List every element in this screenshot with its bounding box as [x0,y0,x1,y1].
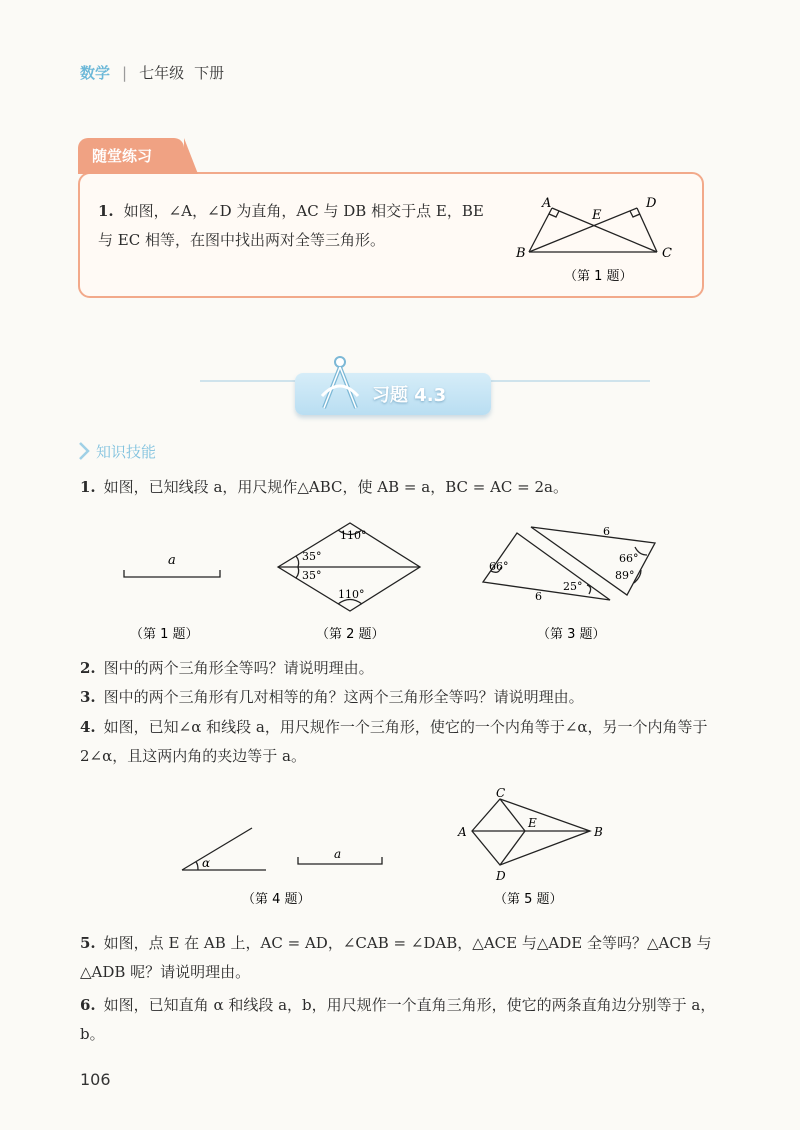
fig4-segment-label: a [334,847,342,861]
header-separator: | [122,63,128,82]
problem-1-text: 如图，已知线段 a，用尺规作△ABC，使 AB = a，BC = AC = 2a。 [103,478,568,496]
fig2-angle-top: 110° [340,529,367,542]
problem-2-number: 2. [80,659,96,677]
fig5-label-e: E [528,816,537,830]
fig1-segment-label: a [168,553,176,568]
fig5-label-c: C [496,786,506,800]
fig3-side-top: 6 [603,525,610,538]
section-heading: 知识技能 [96,443,157,461]
fig4-caption: （第 4 题） [242,892,311,907]
fig5-label-a: A [458,825,467,839]
fig-label-d: D [646,196,657,211]
exercise-title: 习题 4.3 [372,385,447,406]
fig5-caption: （第 5 题） [494,892,563,907]
fig2-caption: （第 2 题） [316,627,385,642]
problem-3 [80,683,720,712]
fig2-angle-bottom: 110° [338,588,365,601]
practice-figure-caption: （第 1 题） [564,269,633,284]
problem-3-text: 图中的两个三角形有几对相等的角？这两个三角形全等吗？请说明理由。 [103,688,584,706]
figure-5 [450,785,620,915]
fig2-angle-upper-left: 35° [302,550,322,563]
fig3-angle-bottom: 25° [563,580,583,593]
problem-4 [80,713,720,771]
practice-problem [98,197,498,255]
page-number: 106 [80,1070,111,1089]
problem-5-number: 5. [80,934,96,952]
fig-label-e: E [592,208,602,223]
problem-6-text: 如图，已知直角 α 和线段 a，b，用尺规作一个直角三角形，使它的两条直角边分别等于 a，b。 [80,996,716,1043]
subject-label: 数学 [80,64,111,82]
volume-label: 下册 [194,64,225,82]
fig1-caption: （第 1 题） [130,627,199,642]
fig2-angle-lower-left: 35° [302,569,322,582]
fig3-side-bottom: 6 [535,590,542,603]
chevron-right-icon [76,440,96,462]
fig-label-b: B [516,246,526,261]
practice-figure [512,190,692,290]
fig3-angle-right-lower: 89° [615,569,635,582]
problem-5-text: 如图，点 E 在 AB 上，AC = AD，∠CAB = ∠DAB，△ACE 与△ADE 全等吗？△ACB 与△ADB 呢？请说明理由。 [80,934,712,981]
fig5-label-b: B [594,825,603,839]
problem-1-number: 1. [80,478,96,496]
figure-4 [170,820,400,915]
fig3-angle-left: 66° [489,560,509,573]
problem-6 [80,991,720,1049]
problem-1 [80,473,720,502]
practice-problem-number: 1. [98,202,114,220]
practice-problem-text: 如图，∠A，∠D 为直角，AC 与 DB 相交于点 E，BE 与 EC 相等，在图中找出两对全等三角形。 [98,202,484,249]
running-header [80,62,224,83]
banner-rule-left [200,380,300,382]
figure-3 [475,515,675,650]
problem-4-number: 4. [80,718,96,736]
problem-6-number: 6. [80,996,96,1014]
fig5-label-d: D [496,869,506,883]
banner-rule-right [490,380,650,382]
figure-2 [270,515,470,650]
problem-4-text: 如图，已知∠α 和线段 a，用尺规作一个三角形，使它的一个内角等于∠α，另一个内角等于 2∠α，且这两内角的夹边等于 a。 [80,718,708,765]
practice-tab: 随堂练习 [78,138,184,174]
fig-label-c: C [662,246,672,261]
problem-3-number: 3. [80,688,96,706]
figure-1 [100,520,240,650]
problem-2 [80,654,720,683]
fig4-angle-label: α [202,856,211,870]
fig-label-a: A [542,196,552,211]
fig3-caption: （第 3 题） [537,627,606,642]
problem-2-text: 图中的两个三角形全等吗？请说明理由。 [103,659,374,677]
fig3-angle-right: 66° [619,552,639,565]
compass-icon [312,352,368,414]
problem-5 [80,929,720,987]
grade-label: 七年级 [139,64,185,82]
